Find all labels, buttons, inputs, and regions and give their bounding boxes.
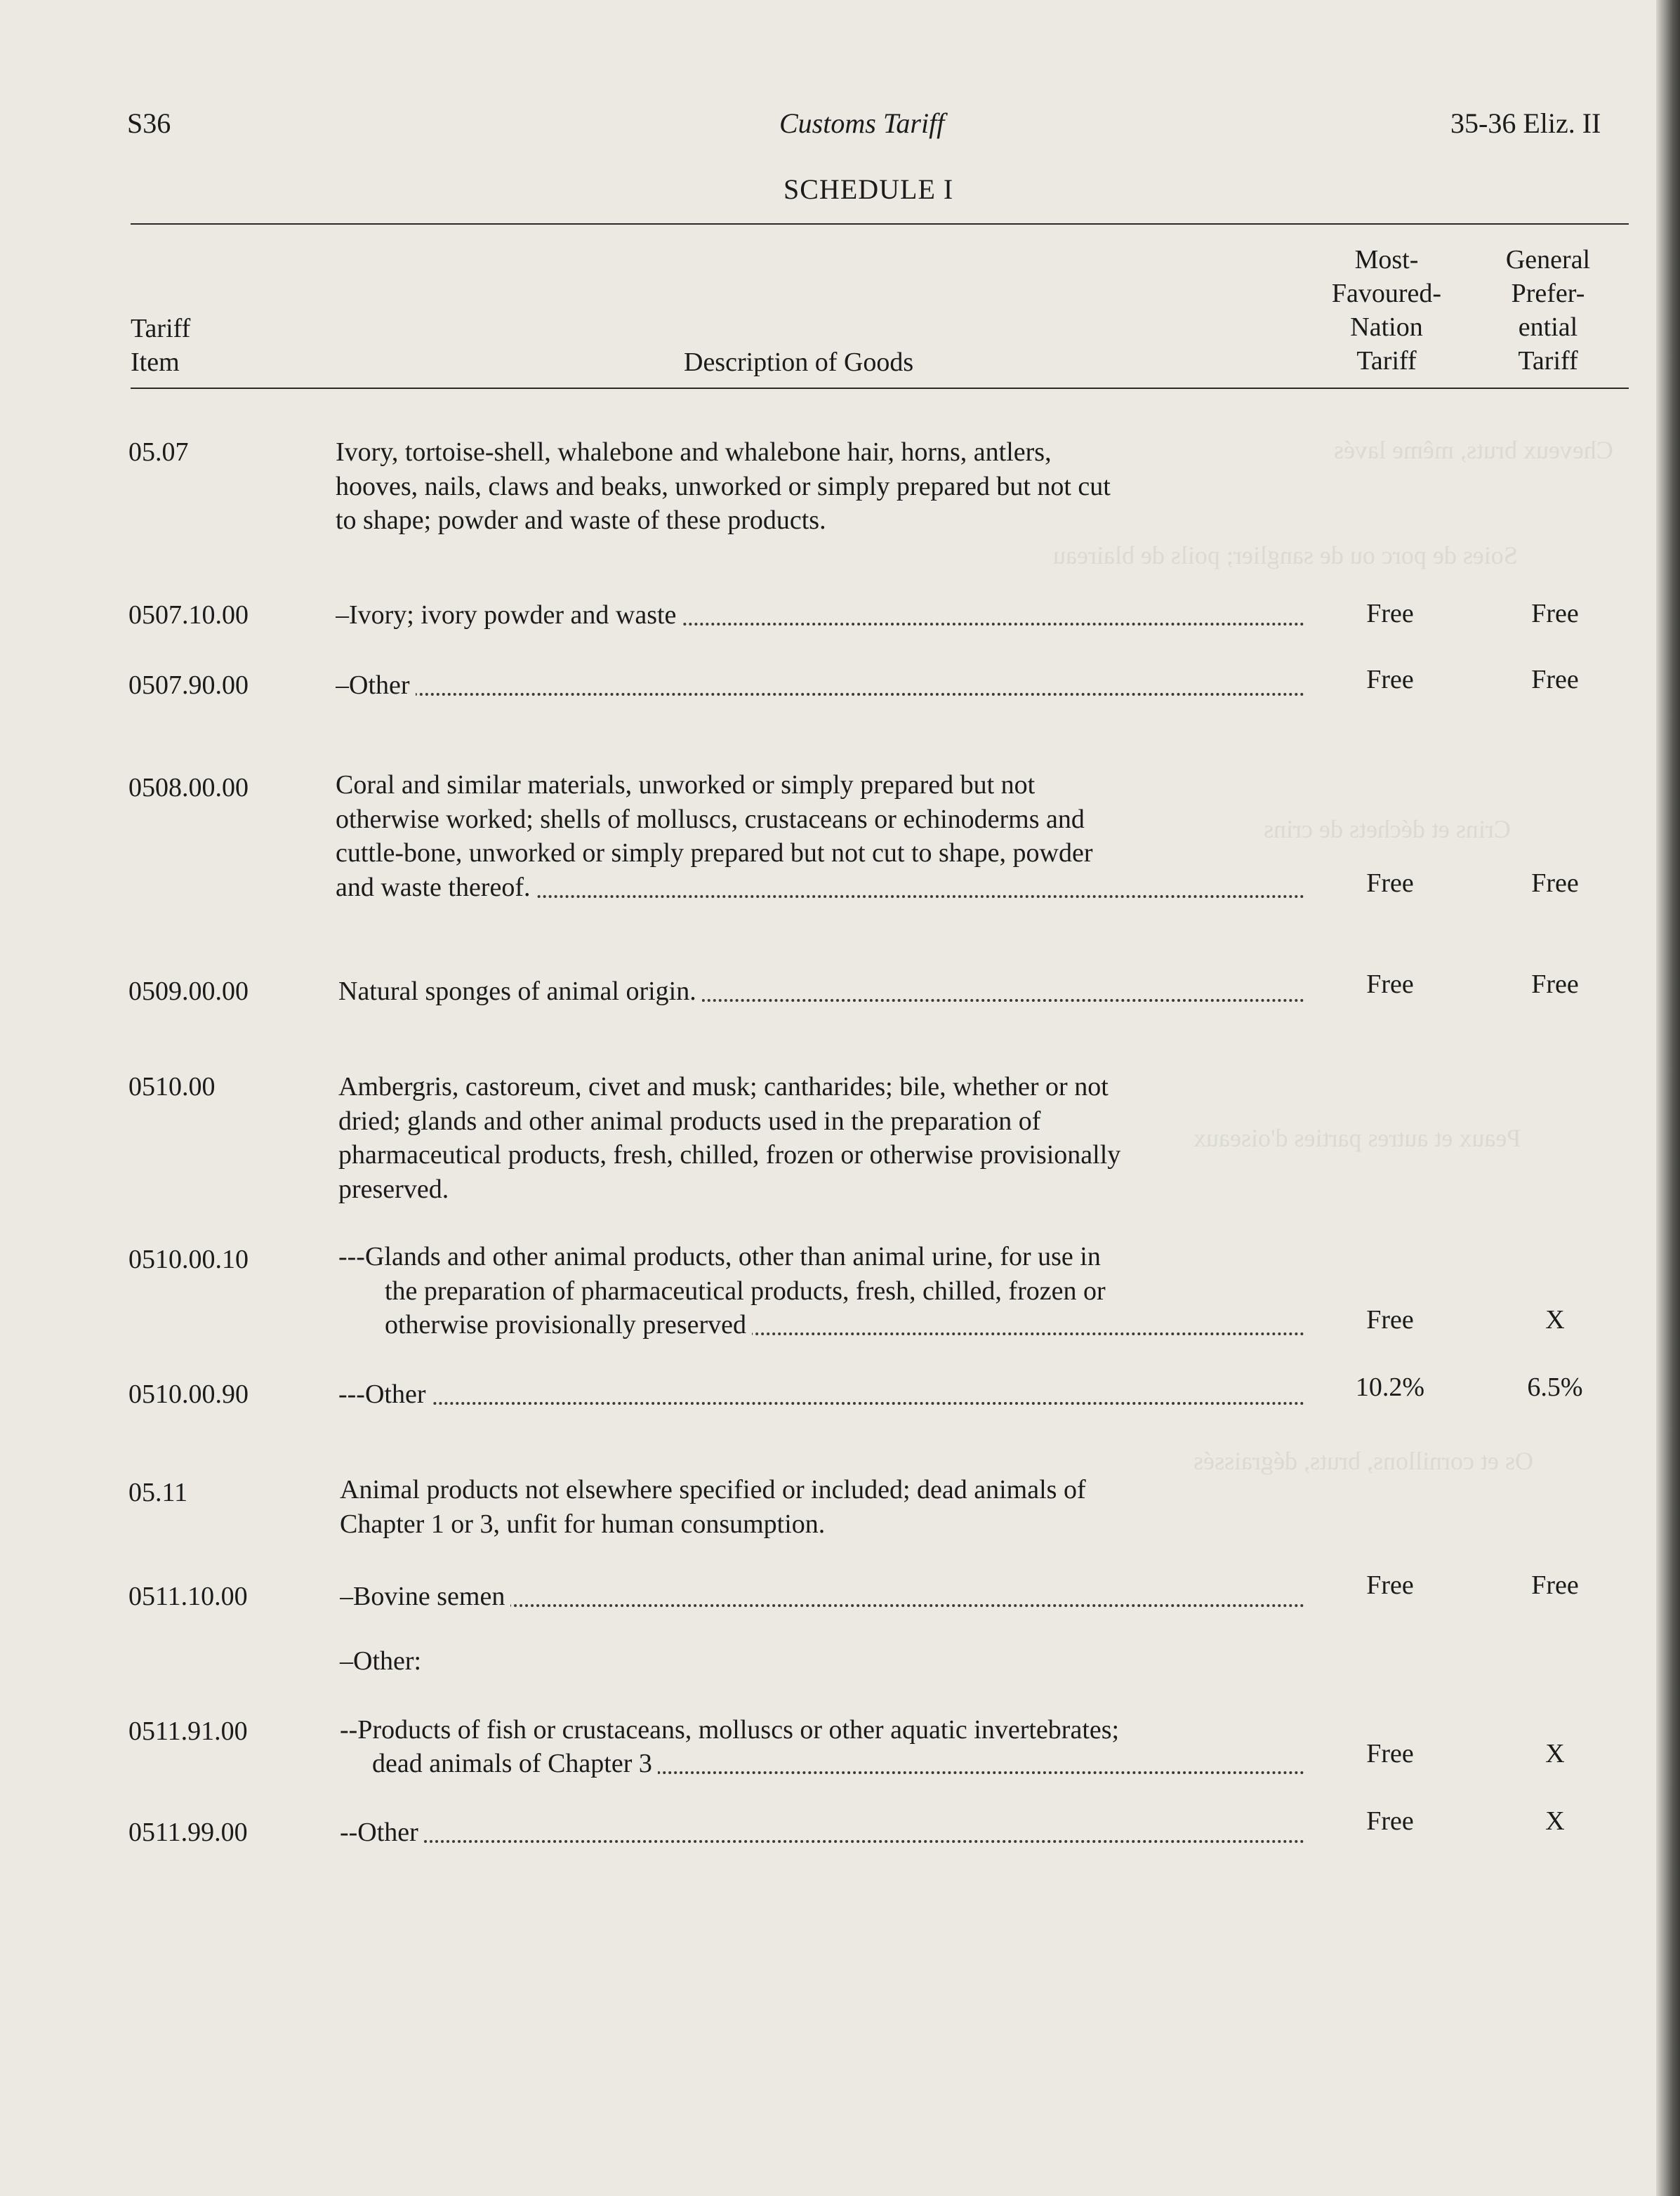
tariff-item-number: 0507.10.00	[128, 600, 249, 630]
tariff-item-number: 05.07	[128, 437, 189, 467]
bleed-through-text: Peaux et autres parties d'oiseaux	[1193, 1124, 1521, 1152]
mfn-rate: Free	[1366, 1806, 1414, 1836]
tariff-item-number: 0511.10.00	[128, 1582, 248, 1611]
gpt-rate: X	[1545, 1305, 1565, 1335]
tariff-item-number: 0510.00.10	[128, 1245, 249, 1274]
mfn-rate: Free	[1366, 1570, 1414, 1600]
goods-description: ---Other	[338, 1377, 1304, 1412]
gpt-rate: Free	[1531, 1570, 1579, 1600]
table-top-rule	[131, 223, 1629, 225]
gpt-rate: X	[1545, 1739, 1565, 1768]
running-title: Customs Tariff	[779, 107, 945, 139]
mfn-rate: Free	[1366, 868, 1414, 898]
gpt-rate: Free	[1531, 868, 1579, 898]
tariff-item-number: 05.11	[128, 1478, 188, 1507]
column-header-description: Description of Goods	[684, 348, 914, 377]
mfn-rate: Free	[1366, 1305, 1414, 1335]
gpt-rate: Free	[1531, 665, 1579, 694]
tariff-item-number: 0507.90.00	[128, 670, 249, 700]
goods-description: Coral and similar materials, unworked or simply prepared but not otherwise worked; shells of molluscs, crustaceans or echinoderms and cuttle-bone, unworked or simply prepared but not cut to shape, powder	[336, 770, 1093, 868]
bleed-through-text: Cheveux bruts, même lavés	[1334, 436, 1613, 464]
mfn-rate: Free	[1366, 665, 1414, 694]
goods-description: Ambergris, castoreum, civet and musk; cantharides; bile, whether or not dried; glands and other animal products used in the preparation of pharmaceutical products, fresh, chilled, frozen or otherwise provisionally preserved.	[338, 1072, 1121, 1204]
tariff-item-number: 0510.00	[128, 1072, 216, 1102]
gpt-rate: Free	[1531, 599, 1579, 628]
tariff-item-number: 0509.00.00	[128, 977, 249, 1006]
goods-description: Ivory, tortoise-shell, whalebone and whalebone hair, horns, antlers, hooves, nails, claws and beaks, unworked or simply prepared but not cut to shape; powder and waste of these products.	[336, 437, 1111, 535]
tariff-item-number: 0510.00.90	[128, 1380, 249, 1409]
gpt-rate: X	[1545, 1806, 1565, 1836]
goods-description-final-line: dead animals of Chapter 3	[372, 1747, 1304, 1781]
goods-description: –Bovine semen	[340, 1580, 1304, 1614]
session-label: 35-36 Eliz. II	[1450, 107, 1601, 139]
gpt-rate: 6.5%	[1527, 1372, 1583, 1402]
goods-description: –Ivory; ivory powder and waste	[336, 598, 1304, 633]
mfn-rate: 10.2%	[1355, 1372, 1425, 1402]
tariff-item-number: 0511.91.00	[128, 1717, 248, 1746]
subheading-other: –Other:	[340, 1646, 422, 1676]
column-header-gpt: General Prefer- ential Tariff	[1505, 245, 1591, 376]
mfn-rate: Free	[1366, 970, 1414, 999]
goods-description: --Other	[340, 1815, 1304, 1850]
page-edge-shadow	[1656, 0, 1680, 2196]
mfn-rate: Free	[1366, 1739, 1414, 1768]
goods-description: ---Glands and other animal products, other than animal urine, for use in the preparation of pharmaceutical products, fresh, chilled, frozen or	[338, 1242, 1106, 1306]
goods-description-final-line: otherwise provisionally preserved	[385, 1308, 1304, 1342]
goods-description-final-line: and waste thereof.	[336, 871, 1304, 905]
bleed-through-text: Soies de porc ou de sanglier; poils de blaireau	[1053, 541, 1518, 569]
goods-description: --Products of fish or crustaceans, molluscs or other aquatic invertebrates;	[340, 1715, 1120, 1745]
goods-description: –Other	[336, 668, 1304, 703]
bleed-through-text: Crins et déchets de crins	[1264, 815, 1511, 843]
tariff-item-number: 0508.00.00	[128, 773, 249, 802]
gpt-rate: Free	[1531, 970, 1579, 999]
bleed-through-text: Os et cornillons, bruts, dégraissés	[1193, 1447, 1533, 1475]
schedule-title: SCHEDULE I	[783, 173, 954, 205]
tariff-item-number: 0511.99.00	[128, 1818, 248, 1847]
column-header-mfn: Most- Favoured- Nation Tariff	[1331, 245, 1442, 376]
column-header-tariff-item: Tariff Item	[131, 314, 191, 377]
goods-description: Animal products not elsewhere specified or included; dead animals of Chapter 1 or 3, unfit for human consumption.	[340, 1475, 1086, 1539]
goods-description: Natural sponges of animal origin.	[338, 974, 1304, 1009]
mfn-rate: Free	[1366, 599, 1414, 628]
table-header-rule	[131, 388, 1629, 389]
page-number: S36	[127, 107, 171, 139]
